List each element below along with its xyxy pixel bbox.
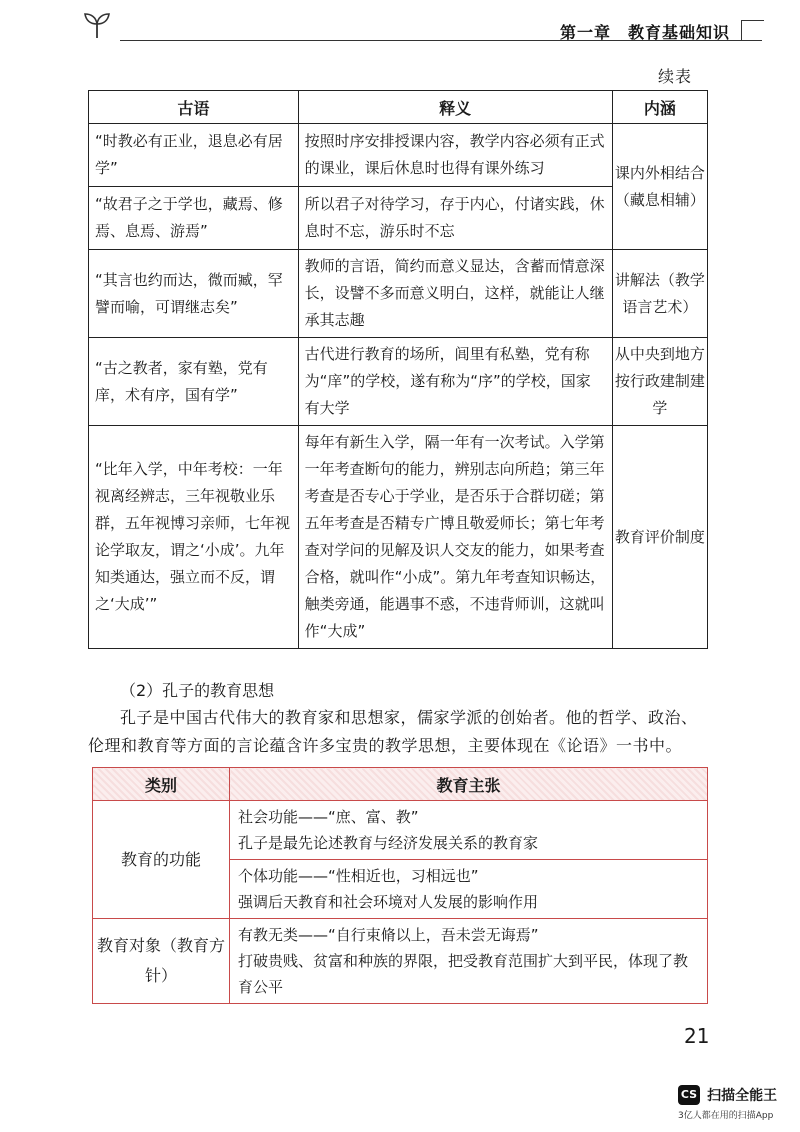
quote-cell: “古之教者，家有塾，党有庠，术有序，国有学” xyxy=(89,338,299,426)
table-header-row xyxy=(93,768,708,801)
ancient-sayings-table xyxy=(88,90,708,649)
column-header-meaning: 释义 xyxy=(298,91,612,124)
quote-cell: “其言也约而达，微而臧，罕譬而喻，可谓继志矣” xyxy=(89,250,299,338)
table-row xyxy=(89,124,708,250)
connotation-cell: 教育评价制度 xyxy=(612,426,707,649)
column-header-quote: 古语 xyxy=(89,91,299,124)
continued-table-label: 续表 xyxy=(657,67,692,86)
scanner-watermark xyxy=(678,1084,778,1121)
connotation-cell: 课内外相结合（藏息相辅） xyxy=(612,124,707,250)
proposition-title: 社会功能——“庶、富、教” xyxy=(238,808,419,826)
page-header xyxy=(0,0,800,60)
proposition-detail: 打破贵贱、贫富和种族的界限，把受教育范围扩大到平民，体现了教育公平 xyxy=(238,952,689,996)
quote-cell: “比年入学，中年考校：一年视离经辨志，三年视敬业乐群，五年视博习亲师，七年视论学取友，谓之‘小成’。九年知类通达，强立而不反，谓之‘大成’” xyxy=(89,426,299,649)
category-cell: 教育对象（教育方针） xyxy=(93,919,230,1004)
connotation-cell: 讲解法（教学语言艺术） xyxy=(612,250,707,338)
header-corner-mark xyxy=(741,20,764,41)
proposition-item xyxy=(230,801,707,859)
proposition-title: 有教无类——“自行束脩以上，吾未尝无诲焉” xyxy=(238,926,539,944)
scanner-logo-icon: CS xyxy=(678,1085,700,1105)
category-cell: 教育的功能 xyxy=(93,801,230,919)
proposition-detail: 强调后天教育和社会环境对人发展的影响作用 xyxy=(238,893,539,911)
section-heading: （2）孔子的教育思想 xyxy=(120,681,275,700)
connotation-cell: 从中央到地方按行政建制建学 xyxy=(612,338,707,426)
proposition-item xyxy=(230,859,707,918)
page-number: 21 xyxy=(684,1024,710,1048)
table-row xyxy=(89,338,708,426)
meaning-text: 按照时序安排授课内容，教学内容必须有正式的课业，课后休息时也得有课外练习 xyxy=(304,132,605,177)
column-header-connotation: 内涵 xyxy=(612,91,707,124)
table-row xyxy=(93,919,708,1004)
meaning-text: 所以君子对待学习，存于内心，付诸实践，休息时不忘，游乐时不忘 xyxy=(299,186,612,249)
quote-text: “时教必有正业，退息必有居学” xyxy=(95,132,283,177)
proposition-cell xyxy=(230,801,708,919)
meaning-cell xyxy=(298,124,612,250)
table-row xyxy=(89,250,708,338)
column-header-category: 类别 xyxy=(93,768,230,801)
scanner-tagline: 3亿人都在用的扫描App xyxy=(678,1111,774,1121)
table-header-row xyxy=(89,91,708,124)
table-row xyxy=(93,801,708,919)
section-paragraph: 孔子是中国古代伟大的教育家和思想家，儒家学派的创始者。他的哲学、政治、伦理和教育等方面的言论蕴含许多宝贵的教学思想，主要体现在《论语》一书中。 xyxy=(88,708,698,755)
column-header-proposition: 教育主张 xyxy=(230,768,708,801)
confucius-education-table xyxy=(92,767,708,1004)
meaning-cell: 每年有新生入学，隔一年有一次考试。入学第一年考查断句的能力，辨别志向所趋；第三年考查是否专心于学业，是否乐于合群切磋；第五年考查是否精专广博且敬爱师长；第七年考查对学问的见解及识人交友的能力，如果考查合格，就叫作“小成”。第九年考查知识畅达，触类旁通，能遇事不惑，不违背师训，这就叫作“大成” xyxy=(298,426,612,649)
meaning-cell: 古代进行教育的场所，闾里有私塾，党有称为“庠”的学校，遂有称为“序”的学校，国家有大学 xyxy=(298,338,612,426)
proposition-item xyxy=(230,919,707,1003)
proposition-title: 个体功能——“性相近也，习相远也” xyxy=(238,867,479,885)
quote-cell xyxy=(89,124,299,250)
proposition-detail: 孔子是最先论述教育与经济发展关系的教育家 xyxy=(238,834,539,852)
proposition-cell xyxy=(230,919,708,1004)
quote-text: “故君子之于学也，藏焉、修焉、息焉、游焉” xyxy=(89,186,298,249)
scanner-app-name: 扫描全能王 xyxy=(707,1087,778,1104)
chapter-title: 第一章 教育基础知识 xyxy=(559,23,730,42)
table-row xyxy=(89,426,708,649)
meaning-cell: 教师的言语，简约而意义显达，含蓄而情意深长，设譬不多而意义明白，这样，就能让人继承其志趣 xyxy=(298,250,612,338)
sprout-icon xyxy=(80,8,114,42)
